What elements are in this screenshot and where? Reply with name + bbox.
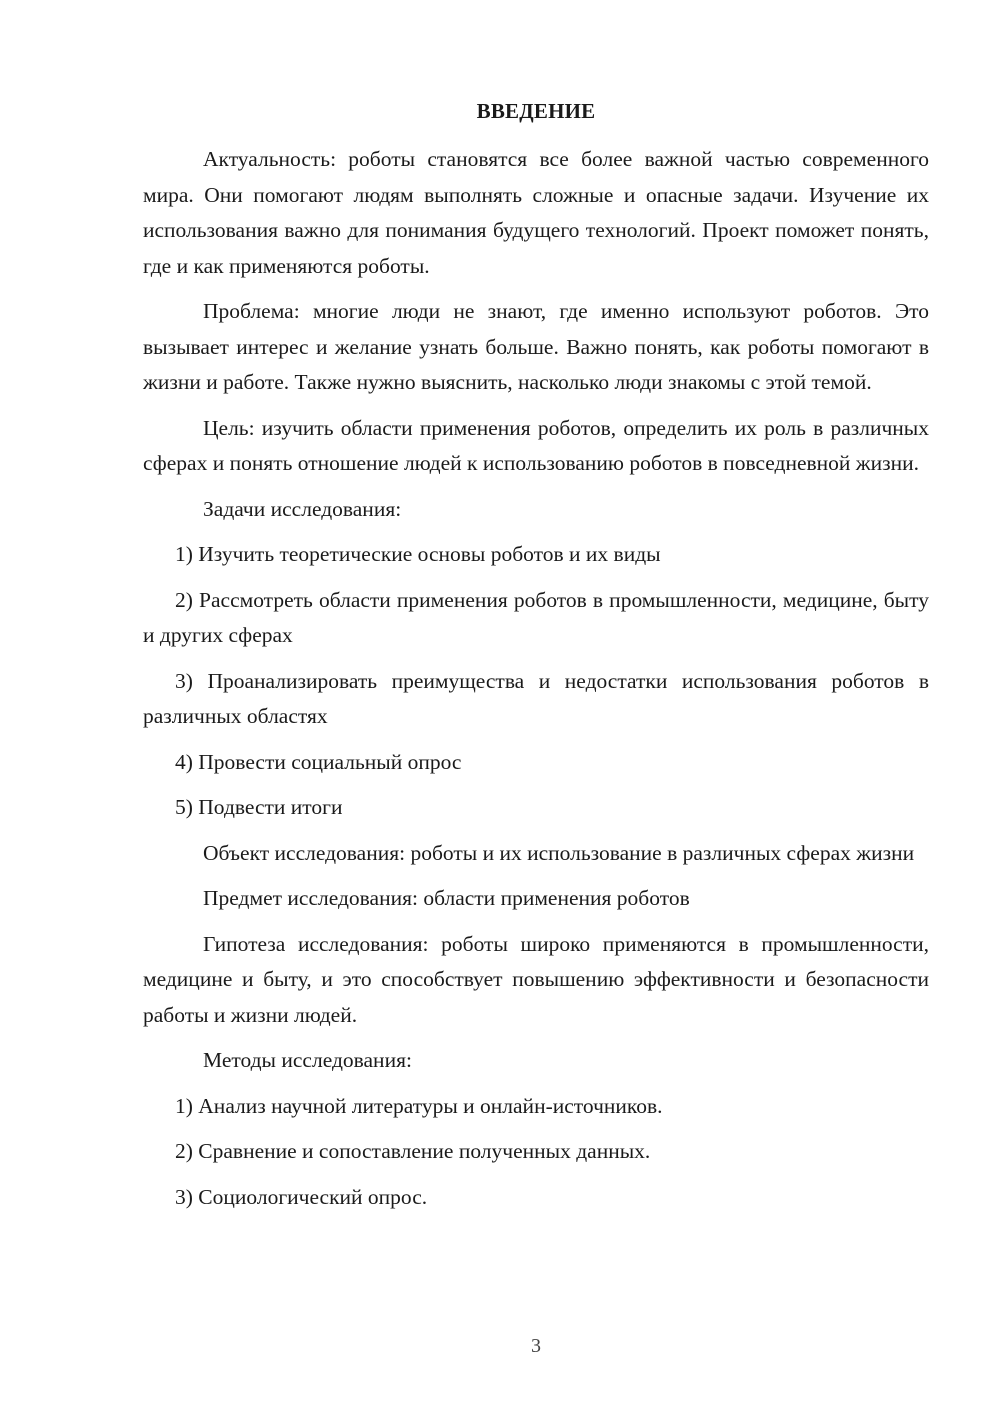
task-item: 4) Провести социальный опрос xyxy=(175,749,462,774)
page-number: 3 xyxy=(531,1335,541,1357)
task-item: 5) Подвести итоги xyxy=(175,795,343,819)
page-title: ВВЕДЕНИЕ xyxy=(476,99,596,123)
task-item: 1) Изучить теоретические основы роботов и их виды xyxy=(175,542,661,566)
paragraph-subject: Предмет исследования: области применения роботов xyxy=(203,886,690,910)
method-item: 3) Социологический опрос. xyxy=(175,1184,428,1209)
method-item: 2) Сравнение и сопоставление полученных данных. xyxy=(175,1139,651,1163)
paragraph-goal: Цель: изучить области применения роботов, определить их роль в различных сферах и понять отношение людей к использованию роботов в повседневной жизни. xyxy=(143,415,929,475)
tasks-heading: Задачи исследования: xyxy=(203,496,402,521)
document-body xyxy=(143,142,929,1225)
method-item: 1) Анализ научной литературы и онлайн-источников. xyxy=(175,1093,663,1118)
paragraph-relevance: Актуальность: роботы становятся все более важной частью современного мира. Они помогают людям выполнять сложные и опасные задачи. Изучение их использования важно для понимания будущего технологий. Проект поможет понять, где и как применяются роботы. xyxy=(143,147,929,278)
paragraph-object: Объект исследования: роботы и их использование в различных сферах жизни xyxy=(203,840,915,865)
methods-heading: Методы исследования: xyxy=(203,1048,412,1072)
paragraph-problem: Проблема: многие люди не знают, где именно используют роботов. Это вызывает интерес и желание узнать больше. Важно понять, как роботы помогают в жизни и работе. Также нужно выяснить, насколько люди знакомы с этой темой. xyxy=(143,299,929,394)
paragraph-hypothesis: Гипотеза исследования: роботы широко применяются в промышленности, медицине и быту, и это способствует повышению эффективности и безопасности работы и жизни людей. xyxy=(143,931,929,1027)
task-item: 2) Рассмотреть области применения роботов в промышленности, медицине, быту и других сферах xyxy=(143,587,929,647)
task-item: 3) Проанализировать преимущества и недостатки использования роботов в различных областях xyxy=(143,668,929,728)
